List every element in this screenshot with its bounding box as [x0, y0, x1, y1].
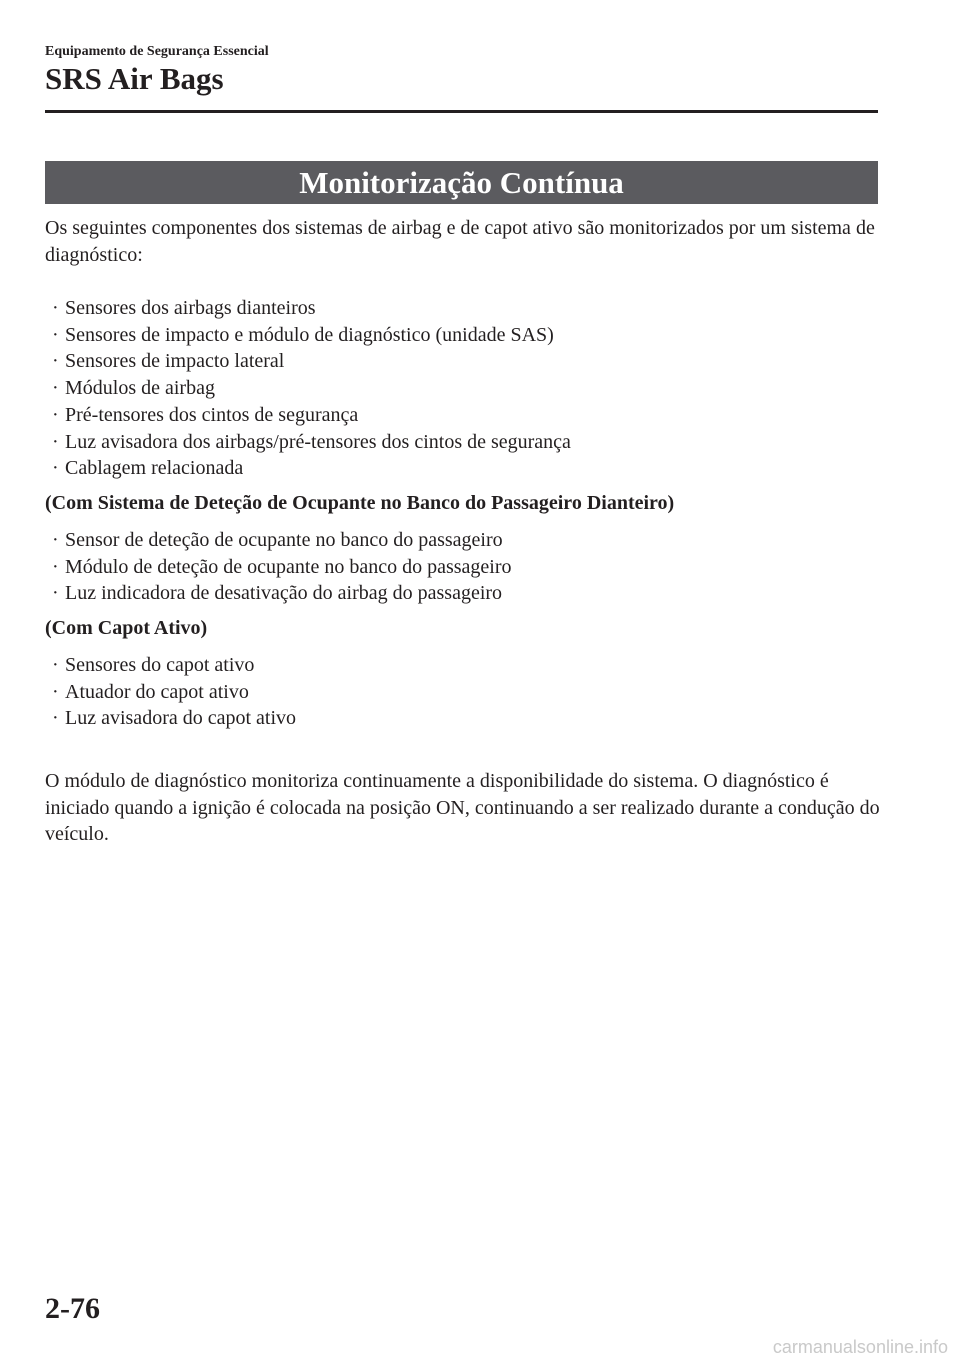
list-item: · Cablagem relacionada — [45, 455, 885, 482]
list-item: · Sensores de impacto lateral — [45, 348, 885, 375]
active-bonnet-list — [45, 652, 885, 732]
bullet-icon: · — [52, 680, 59, 703]
bullet-icon: · — [52, 582, 59, 605]
component-list — [45, 295, 885, 482]
section-label: Equipamento de Segurança Essencial — [45, 44, 269, 59]
page-content — [45, 215, 885, 848]
subhead-occupant-detection: (Com Sistema de Deteção de Ocupante no Banco do Passageiro Dianteiro) — [45, 491, 675, 514]
intro-paragraph: Os seguintes componentes dos sistemas de airbag e de capot ativo são monitorizados por um sistema de diagnóstico: — [45, 217, 875, 266]
banner-title: Monitorização Contínua — [299, 164, 624, 200]
subhead-active-bonnet: (Com Capot Ativo) — [45, 617, 208, 640]
bullet-icon: · — [52, 654, 59, 677]
list-item: · Luz avisadora dos airbags/pré-tensores dos cintos de segurança — [45, 429, 885, 456]
header-divider — [45, 110, 878, 113]
bullet-icon: · — [52, 430, 59, 453]
closing-paragraph: O módulo de diagnóstico monitoriza continuamente a disponibilidade do sistema. O diagnóstico é iniciado quando a ignição é colocada na posição ON, continuando a ser realizado durante a condução do veículo. — [45, 770, 880, 846]
list-item: · Luz indicadora de desativação do airbag do passageiro — [45, 580, 885, 607]
bullet-icon: · — [52, 555, 59, 578]
bullet-icon: · — [52, 323, 59, 346]
bullet-icon: · — [52, 707, 59, 730]
list-item: · Módulos de airbag — [45, 375, 885, 402]
bullet-icon: · — [52, 297, 59, 319]
chapter-title: SRS Air Bags — [45, 61, 224, 96]
occupant-detection-list — [45, 527, 885, 607]
list-item: · Atuador do capot ativo — [45, 679, 885, 706]
list-item: · Sensores de impacto e módulo de diagnóstico (unidade SAS) — [45, 322, 885, 349]
bullet-icon: · — [52, 377, 59, 400]
page-number: 2-76 — [45, 1292, 100, 1325]
list-item: · Sensores do capot ativo — [45, 652, 885, 679]
list-item: · Sensores dos airbags dianteiros — [45, 295, 885, 322]
list-item: · Luz avisadora do capot ativo — [45, 705, 885, 732]
bullet-icon: · — [52, 528, 59, 551]
section-banner — [45, 161, 878, 204]
bullet-icon: · — [52, 457, 59, 480]
bullet-icon: · — [52, 403, 59, 426]
page-header — [45, 44, 269, 96]
list-item: · Módulo de deteção de ocupante no banco do passageiro — [45, 554, 885, 581]
bullet-icon: · — [52, 350, 59, 373]
list-item: · Sensor de deteção de ocupante no banco do passageiro — [45, 527, 885, 554]
list-item: · Pré-tensores dos cintos de segurança — [45, 402, 885, 429]
watermark: carmanualsonline.info — [772, 1337, 948, 1357]
